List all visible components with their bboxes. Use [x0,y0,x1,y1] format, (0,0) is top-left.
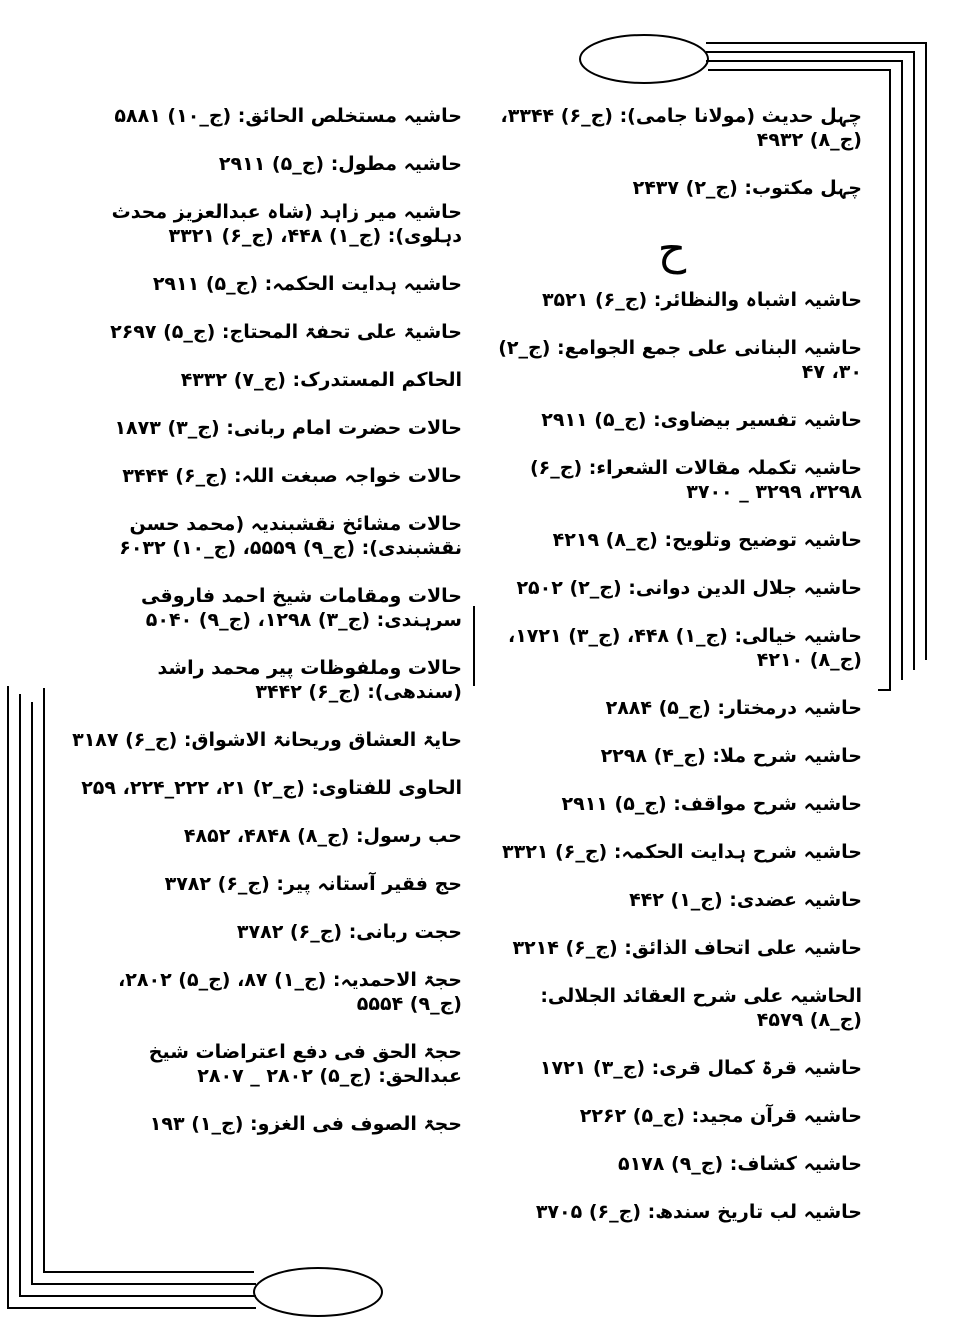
index-entry: حاشیہ علی اتحاف الذائق: (ج_۶) ۳۲۱۴ [512,937,862,959]
index-entry: حاشیہ شرح مواقف: (ج_۵) ۲۹۱۱ [561,793,862,815]
index-entry: الحاوی للفتاوی: (ج_۲) ۲۱، ۲۲۲_۲۲۴، ۲۵۹ [81,777,462,799]
index-entry: حاشیۃ علی تحفۃ المحتاج: (ج_۵) ۲۶۹۷ [110,321,462,343]
index-entry: حاشیہ مستخلص الحائق: (ج_۱۰) ۵۸۸۱ [114,105,462,127]
index-entry: حالات وملفوظات پیر محمد راشد (سندھی): (ج_۶) ۳۴۴۲ [157,657,462,703]
index-entry: الحاشیہ علی شرح العقائد الجلالی: (ج_۸) ۴۵۷۹ [540,985,862,1031]
index-entry: حاشیہ توضیح وتلویح: (ج_۸) ۴۲۱۹ [552,529,862,551]
index-entry: حاشیہ تفسیر بیضاوی: (ج_۵) ۲۹۱۱ [541,409,862,431]
index-entry: حجۃ الصوف فی الغزو: (ج_۱) ۱۹۳ [149,1113,462,1135]
index-entry: حاشیہ تکملہ مقالات الشعراء: (ج_۶) ۳۲۹۸، ۳۲۹۹ _ ۳۷۰۰ [529,457,862,503]
index-entry: حالات مشائخ نقشبندیہ (محمد حسن نقشبندی): (ج_۹) ۵۵۵۹، (ج_۱۰) ۶۰۳۲ [119,513,462,559]
index-entry: حاشیہ شرح ملا: (ج_۴) ۲۲۹۸ [600,745,862,767]
index-entry: حالات حضرت امام ربانی: (ج_۳) ۱۸۷۳ [114,417,462,439]
top-oval-ornament [580,35,708,83]
index-entry: حجت ربانی: (ج_۶) ۳۷۸۲ [236,921,462,943]
bottom-oval-ornament [254,1268,382,1316]
index-entry: حج فقیر آستانہ پیر: (ج_۶) ۳۷۸۲ [164,873,462,895]
index-entry: حایۃ العشاق وریحانۃ الاشواق: (ج_۶) ۳۱۸۷ [72,729,462,751]
index-entry: الحاکم المستدرک: (ج_۷) ۴۳۳۲ [180,369,462,391]
index-entry: حجۃ الحق فی دفع اعتراضات شیخ عبدالحق: (ج_۵) ۲۸۰۲ _ ۲۸۰۷ [148,1041,462,1087]
index-entry: حاشیہ کشاف: (ج_۹) ۵۱۷۸ [617,1153,862,1175]
index-entry: چہل حدیث (مولانا جامی): (ج_۶) ۳۳۴۴، (ج_۸) ۴۹۳۲ [500,105,862,151]
index-entry: حاشیہ درمختار: (ج_۵) ۲۸۸۴ [605,697,862,719]
index-entry: چہل مکتوب: (ج_۲) ۲۴۳۷ [632,177,862,199]
index-entry: حاشیہ جلال الدین دوانی: (ج_۲) ۲۵۰۲ [516,577,862,599]
index-entry: حاشیہ خیالی: (ج_۱) ۴۴۸، (ج_۳) ۱۷۲۱، (ج_۸) ۴۲۱۰ [507,625,862,671]
index-entry: حاشیہ قرۃ کمال قری: (ج_۳) ۱۷۲۱ [539,1057,862,1079]
index-entry: حالات ومقامات شیخ احمد فاروقی سرہندی: (ج_۳) ۱۲۹۸، (ج_۹) ۵۰۴۰ [141,585,462,631]
index-entry: حاشیہ اشباہ والنظائر: (ج_۶) ۳۵۲۱ [541,289,862,311]
section-letter-heading: ح [657,224,687,275]
index-entry: حجۃ الاحمدیہ: (ج_۱) ۸۷، (ج_۵) ۲۸۰۲، (ج_۹) ۵۵۵۴ [118,969,462,1015]
index-entry: حاشیہ میر زاہد (شاہ عبدالعزیز محدث دہلوی): (ج_۱) ۴۴۸، (ج_۶) ۳۳۲۱ [111,201,462,247]
index-entry: حاشیہ قرآن مجید: (ج_۵) ۲۲۶۲ [579,1105,862,1127]
index-entry: حاشیہ مطول: (ج_۵) ۲۹۱۱ [218,153,462,175]
index-entry: حاشیہ شرح ہدایت الحکمہ: (ج_۶) ۳۳۲۱ [502,841,862,863]
index-entry: حاشیہ ہدایت الحکمہ: (ج_۵) ۲۹۱۱ [152,273,462,295]
index-entry: حاشیہ لب تاریخ سندھ: (ج_۶) ۳۷۰۵ [535,1201,862,1223]
left-column [72,104,462,1160]
index-entry: حب رسول: (ج_۸) ۴۸۴۸، ۴۸۵۲ [183,825,462,847]
index-entry: حاشیہ البنانی علی جمع الجوامع: (ج_۲) ۳۰، ۴۷ [498,337,862,383]
index-entry: حاشیہ عضدی: (ج_۱) ۴۴۲ [629,889,862,911]
index-entry: حالات خواجہ صبغت اللہ: (ج_۶) ۳۴۴۴ [122,465,462,487]
right-column [482,104,862,1248]
